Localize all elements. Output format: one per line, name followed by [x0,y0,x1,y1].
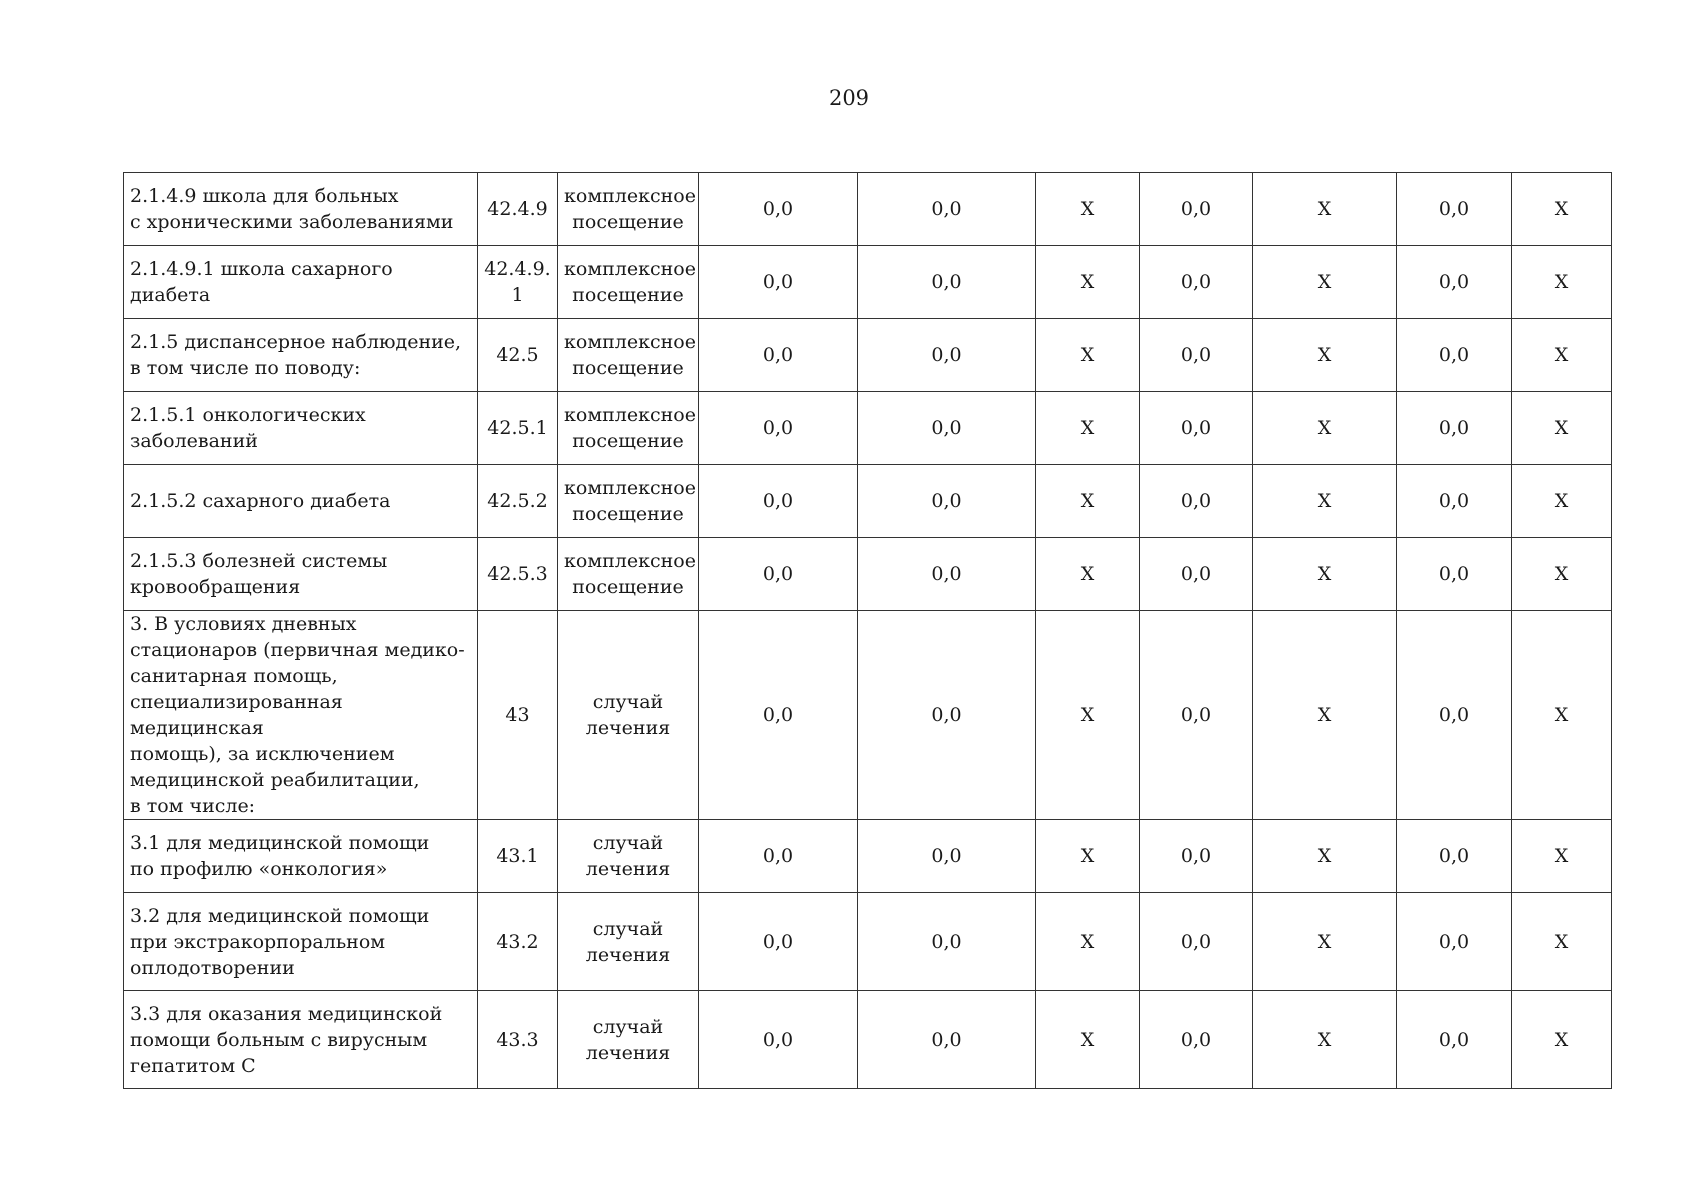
table-row [124,392,1612,465]
table-row [124,173,1612,246]
table-row [124,820,1612,893]
value-cell: 0,0 [1140,538,1253,611]
row-name-cell: 3.1 для медицинской помощи по профилю «онкология» [124,820,478,893]
value-cell: 0,0 [1397,611,1512,820]
value-cell: X [1036,246,1140,319]
value-cell: 0,0 [699,246,858,319]
value-cell: X [1512,611,1612,820]
value-cell: X [1253,611,1397,820]
table-row [124,991,1612,1089]
value-cell: X [1512,538,1612,611]
row-unit-cell: случай лечения [558,611,699,820]
value-cell: X [1253,991,1397,1089]
value-cell: 0,0 [1140,319,1253,392]
value-cell: 0,0 [858,465,1036,538]
value-cell: 0,0 [699,820,858,893]
row-code-cell: 43.3 [478,991,558,1089]
value-cell: 0,0 [858,991,1036,1089]
page-number: 209 [828,86,870,110]
value-cell: X [1253,893,1397,991]
row-unit-cell: комплексное посещение [558,392,699,465]
value-cell: 0,0 [1140,820,1253,893]
value-cell: X [1253,820,1397,893]
value-cell: 0,0 [1140,246,1253,319]
value-cell: 0,0 [699,611,858,820]
value-cell: X [1512,246,1612,319]
row-name-cell: 2.1.5 диспансерное наблюдение, в том числе по поводу: [124,319,478,392]
row-unit-cell: комплексное посещение [558,246,699,319]
row-code-cell: 42.4.9 [478,173,558,246]
row-code-cell: 43.1 [478,820,558,893]
value-cell: 0,0 [1140,611,1253,820]
row-code-cell: 43.2 [478,893,558,991]
value-cell: 0,0 [1140,465,1253,538]
value-cell: X [1253,246,1397,319]
value-cell: 0,0 [858,319,1036,392]
table-row [124,319,1612,392]
table-body [124,173,1612,1089]
value-cell: X [1036,392,1140,465]
value-cell: X [1036,465,1140,538]
row-unit-cell: комплексное посещение [558,538,699,611]
value-cell: 0,0 [1397,465,1512,538]
table-row [124,246,1612,319]
value-cell: X [1036,538,1140,611]
value-cell: 0,0 [858,538,1036,611]
value-cell: 0,0 [1397,319,1512,392]
row-code-cell: 43 [478,611,558,820]
value-cell: 0,0 [1140,173,1253,246]
value-cell: 0,0 [858,246,1036,319]
row-code-cell: 42.5.2 [478,465,558,538]
row-name-cell: 2.1.5.1 онкологических заболеваний [124,392,478,465]
value-cell: X [1036,991,1140,1089]
value-cell: 0,0 [1397,246,1512,319]
row-unit-cell: комплексное посещение [558,465,699,538]
value-cell: 0,0 [1397,893,1512,991]
value-cell: X [1253,465,1397,538]
value-cell: 0,0 [1397,392,1512,465]
row-code-cell: 42.5 [478,319,558,392]
value-cell: 0,0 [858,392,1036,465]
value-cell: X [1036,820,1140,893]
value-cell: 0,0 [1397,991,1512,1089]
data-table [123,172,1612,1089]
row-name-cell: 2.1.4.9 школа для больных с хроническими заболеваниями [124,173,478,246]
row-name-cell: 2.1.4.9.1 школа сахарного диабета [124,246,478,319]
value-cell: X [1253,319,1397,392]
value-cell: X [1036,173,1140,246]
table-row [124,465,1612,538]
value-cell: 0,0 [1397,820,1512,893]
value-cell: X [1253,173,1397,246]
value-cell: X [1512,893,1612,991]
row-name-cell: 3.2 для медицинской помощи при экстракорпоральном оплодотворении [124,893,478,991]
table-row [124,893,1612,991]
value-cell: 0,0 [699,173,858,246]
row-code-cell: 42.4.9. 1 [478,246,558,319]
row-unit-cell: случай лечения [558,991,699,1089]
value-cell: X [1512,173,1612,246]
value-cell: X [1036,611,1140,820]
value-cell: 0,0 [1140,392,1253,465]
row-unit-cell: случай лечения [558,893,699,991]
row-name-cell: 3.3 для оказания медицинской помощи больным с вирусным гепатитом С [124,991,478,1089]
value-cell: X [1253,392,1397,465]
value-cell: 0,0 [699,991,858,1089]
value-cell: 0,0 [858,611,1036,820]
value-cell: 0,0 [1397,538,1512,611]
value-cell: 0,0 [699,392,858,465]
value-cell: X [1512,465,1612,538]
value-cell: 0,0 [1397,173,1512,246]
value-cell: 0,0 [1140,893,1253,991]
row-name-cell: 3. В условиях дневных стационаров (первичная медико- санитарная помощь, специализированная медицинская помощь), за исключением медицинской реабилитации, в том числе: [124,611,478,820]
value-cell: 0,0 [858,820,1036,893]
value-cell: 0,0 [699,538,858,611]
row-name-cell: 2.1.5.3 болезней системы кровообращения [124,538,478,611]
row-unit-cell: комплексное посещение [558,319,699,392]
row-code-cell: 42.5.1 [478,392,558,465]
table-row [124,538,1612,611]
value-cell: X [1036,893,1140,991]
table-row [124,611,1612,820]
value-cell: X [1512,319,1612,392]
value-cell: 0,0 [699,319,858,392]
value-cell: 0,0 [699,465,858,538]
row-name-cell: 2.1.5.2 сахарного диабета [124,465,478,538]
value-cell: 0,0 [858,173,1036,246]
value-cell: 0,0 [858,893,1036,991]
value-cell: 0,0 [699,893,858,991]
value-cell: X [1512,820,1612,893]
row-code-cell: 42.5.3 [478,538,558,611]
value-cell: 0,0 [1140,991,1253,1089]
row-unit-cell: комплексное посещение [558,173,699,246]
value-cell: X [1512,991,1612,1089]
value-cell: X [1512,392,1612,465]
value-cell: X [1253,538,1397,611]
row-unit-cell: случай лечения [558,820,699,893]
value-cell: X [1036,319,1140,392]
